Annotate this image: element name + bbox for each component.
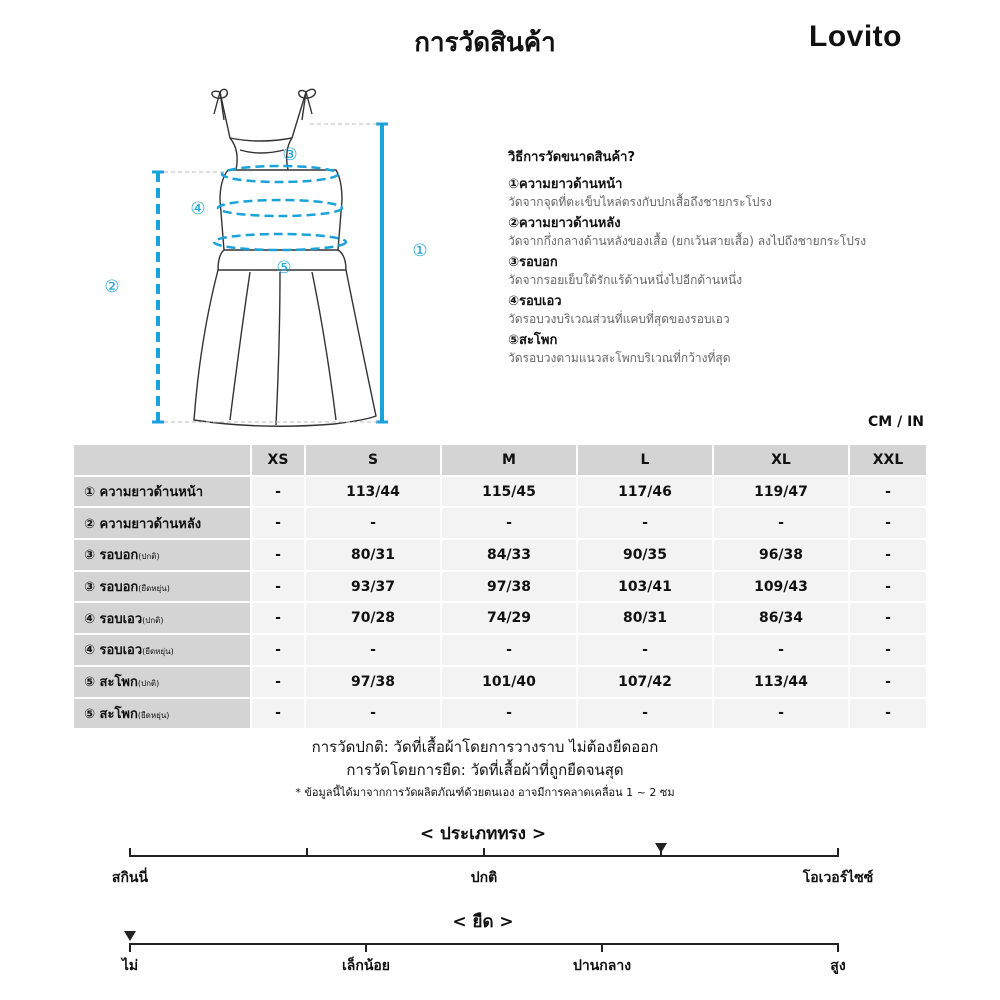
stretch-scale-line xyxy=(130,943,838,945)
fit-scale-tick xyxy=(837,848,839,857)
table-row xyxy=(74,603,926,633)
table-corner xyxy=(74,445,250,475)
row-label xyxy=(74,477,250,507)
row-label xyxy=(74,603,250,633)
size-cell: 101/40 xyxy=(442,667,576,697)
howto-item: ①ความยาวด้านหน้า วัดจากจุดที่ตะเข็บไหล่ตรงกับปกเสื้อถึงชายกระโปรง xyxy=(508,177,772,209)
page-title: การวัดสินค้า xyxy=(414,28,556,58)
stretch-scale-label: เล็กน้อย xyxy=(341,958,391,974)
fit-scale-label: สกินนี่ xyxy=(111,870,149,886)
table-row xyxy=(74,667,926,697)
row-label-text: ③ รอบอก xyxy=(84,548,139,564)
row-label-note: (ปกติ) xyxy=(138,552,160,562)
size-cell: - xyxy=(850,667,926,697)
size-cell: 74/29 xyxy=(442,603,576,633)
row-label-text: ⑤ สะโพก xyxy=(84,706,138,722)
size-cell: 84/33 xyxy=(442,540,576,570)
marker-front-length: ① xyxy=(412,241,428,261)
size-cell: 90/35 xyxy=(578,540,712,570)
size-cell: 119/47 xyxy=(714,477,848,507)
size-header: L xyxy=(578,445,712,475)
size-cell: - xyxy=(306,635,440,665)
fit-scale-tick xyxy=(129,848,131,857)
size-cell: 80/31 xyxy=(306,540,440,570)
table-row xyxy=(74,635,926,665)
fit-scale-selected-marker xyxy=(655,843,667,853)
stretch-scale-tick xyxy=(129,943,131,952)
size-cell: - xyxy=(252,635,304,665)
size-cell: - xyxy=(714,508,848,538)
size-cell: - xyxy=(252,572,304,602)
howto-question: วิธีการวัดขนาดสินค้า? xyxy=(508,150,636,165)
size-cell: - xyxy=(850,635,926,665)
row-label-text: ⑤ สะโพก xyxy=(84,675,138,691)
row-label-text: ① ความยาวด้านหน้า xyxy=(84,485,203,501)
row-label-note: (ยืดหยุ่น) xyxy=(142,647,174,657)
size-cell: 103/41 xyxy=(578,572,712,602)
marker-hip: ⑤ xyxy=(276,258,292,278)
size-cell: - xyxy=(714,635,848,665)
size-cell: - xyxy=(714,699,848,729)
size-header: XL xyxy=(714,445,848,475)
fit-scale-tick xyxy=(483,848,485,857)
note-disclaimer: * ข้อมูลนี้ได้มาจากการวัดผลิตภัณฑ์ด้วยตนเอง อาจมีการคลาดเคลื่อน 1 ~ 2 ซม xyxy=(295,786,675,799)
row-label xyxy=(74,540,250,570)
row-label xyxy=(74,572,250,602)
fit-scale-label: โอเวอร์ไซซ์ xyxy=(802,870,874,886)
howto-item: ⑤สะโพก วัดรอบวงตามแนวสะโพกบริเวณที่กว้างที่สุด xyxy=(508,333,731,365)
table-row xyxy=(74,508,926,538)
marker-waist: ④ xyxy=(190,199,206,219)
size-cell: - xyxy=(850,572,926,602)
size-cell: - xyxy=(306,699,440,729)
size-cell: - xyxy=(578,635,712,665)
size-cell: - xyxy=(850,540,926,570)
size-cell: - xyxy=(850,699,926,729)
size-cell: - xyxy=(252,667,304,697)
row-label-note: (ยืดหยุ่น) xyxy=(137,710,170,720)
stretch-scale-label: ไม่ xyxy=(121,958,139,974)
size-header: XXL xyxy=(850,445,926,475)
size-cell: - xyxy=(442,508,576,538)
size-header: S xyxy=(306,445,440,475)
size-cell: - xyxy=(252,540,304,570)
size-cell: - xyxy=(252,477,304,507)
size-cell: 93/37 xyxy=(306,572,440,602)
dress-measurement-diagram xyxy=(90,80,450,440)
size-cell: - xyxy=(252,603,304,633)
table-row xyxy=(74,572,926,602)
stretch-scale-label: ปานกลาง xyxy=(572,958,632,974)
size-cell: 97/38 xyxy=(306,667,440,697)
size-cell: - xyxy=(442,635,576,665)
fit-scale-title: < ประเภททรง > xyxy=(419,824,547,844)
size-cell: - xyxy=(850,477,926,507)
size-header: XS xyxy=(252,445,304,475)
row-label-note: (ปกติ) xyxy=(137,679,160,689)
table-row xyxy=(74,540,926,570)
row-label xyxy=(74,508,250,538)
size-cell: - xyxy=(442,699,576,729)
howto-item: ②ความยาวด้านหลัง วัดจากกึ่งกลางด้านหลังของเสื้อ (ยกเว้นสายเสื้อ) ลงไปถึงชายกระโปรง xyxy=(508,216,867,248)
size-cell: 80/31 xyxy=(578,603,712,633)
note-stretch: การวัดโดยการยืด: วัดที่เสื้อผ้าที่ถูกยืดจนสุด xyxy=(346,761,624,779)
stretch-scale-tick xyxy=(837,943,839,952)
size-header: M xyxy=(442,445,576,475)
size-cell: 107/42 xyxy=(578,667,712,697)
how-to-measure xyxy=(508,146,928,371)
table-row xyxy=(74,699,926,729)
stretch-scale-tick xyxy=(601,943,603,952)
size-cell: 109/43 xyxy=(714,572,848,602)
row-label-text: ④ รอบเอว xyxy=(84,643,143,659)
unit-label: CM / IN xyxy=(868,414,924,430)
marker-bust: ③ xyxy=(282,145,298,165)
size-cell: 115/45 xyxy=(442,477,576,507)
row-label-note: (ยืดหยุ่น) xyxy=(138,584,170,594)
measurement-notes xyxy=(0,736,970,804)
row-label-text: ③ รอบอก xyxy=(84,580,139,596)
row-label xyxy=(74,699,250,729)
size-cell: - xyxy=(306,508,440,538)
size-cell: 96/38 xyxy=(714,540,848,570)
fit-scale-label: ปกติ xyxy=(470,870,498,886)
table-row xyxy=(74,477,926,507)
stretch-scale-selected-marker xyxy=(124,931,136,941)
size-cell: - xyxy=(578,699,712,729)
row-label xyxy=(74,635,250,665)
size-cell: - xyxy=(850,603,926,633)
size-cell: - xyxy=(578,508,712,538)
marker-back-length: ② xyxy=(104,277,120,297)
row-label-text: ② ความยาวด้านหลัง xyxy=(84,516,202,532)
row-label xyxy=(74,667,250,697)
size-cell: 117/46 xyxy=(578,477,712,507)
row-label-text: ④ รอบเอว xyxy=(84,611,143,627)
size-cell: 70/28 xyxy=(306,603,440,633)
stretch-scale-tick xyxy=(365,943,367,952)
brand-logo: Lovito xyxy=(809,20,902,53)
size-cell: 86/34 xyxy=(714,603,848,633)
howto-item: ③รอบอก วัดจากรอยเย็บใต้รักแร้ด้านหนึ่งไปอีกด้านหนึ่ง xyxy=(508,255,743,287)
size-cell: 113/44 xyxy=(714,667,848,697)
howto-item: ④รอบเอว วัดรอบวงบริเวณส่วนที่แคบที่สุดของรอบเอว xyxy=(508,294,730,326)
fit-scale-tick xyxy=(306,848,308,857)
size-cell: - xyxy=(252,699,304,729)
note-normal: การวัดปกติ: วัดที่เสื้อผ้าโดยการวางราบ ไม่ต้องยืดออก xyxy=(311,738,659,756)
size-cell: - xyxy=(850,508,926,538)
stretch-scale-title: < ยืด > xyxy=(452,912,514,932)
size-cell: - xyxy=(252,508,304,538)
size-table xyxy=(72,443,928,730)
size-cell: 97/38 xyxy=(442,572,576,602)
size-header-row xyxy=(74,445,926,475)
row-label-note: (ปกติ) xyxy=(142,615,164,625)
stretch-scale-label: สูง xyxy=(830,958,846,974)
size-cell: 113/44 xyxy=(306,477,440,507)
